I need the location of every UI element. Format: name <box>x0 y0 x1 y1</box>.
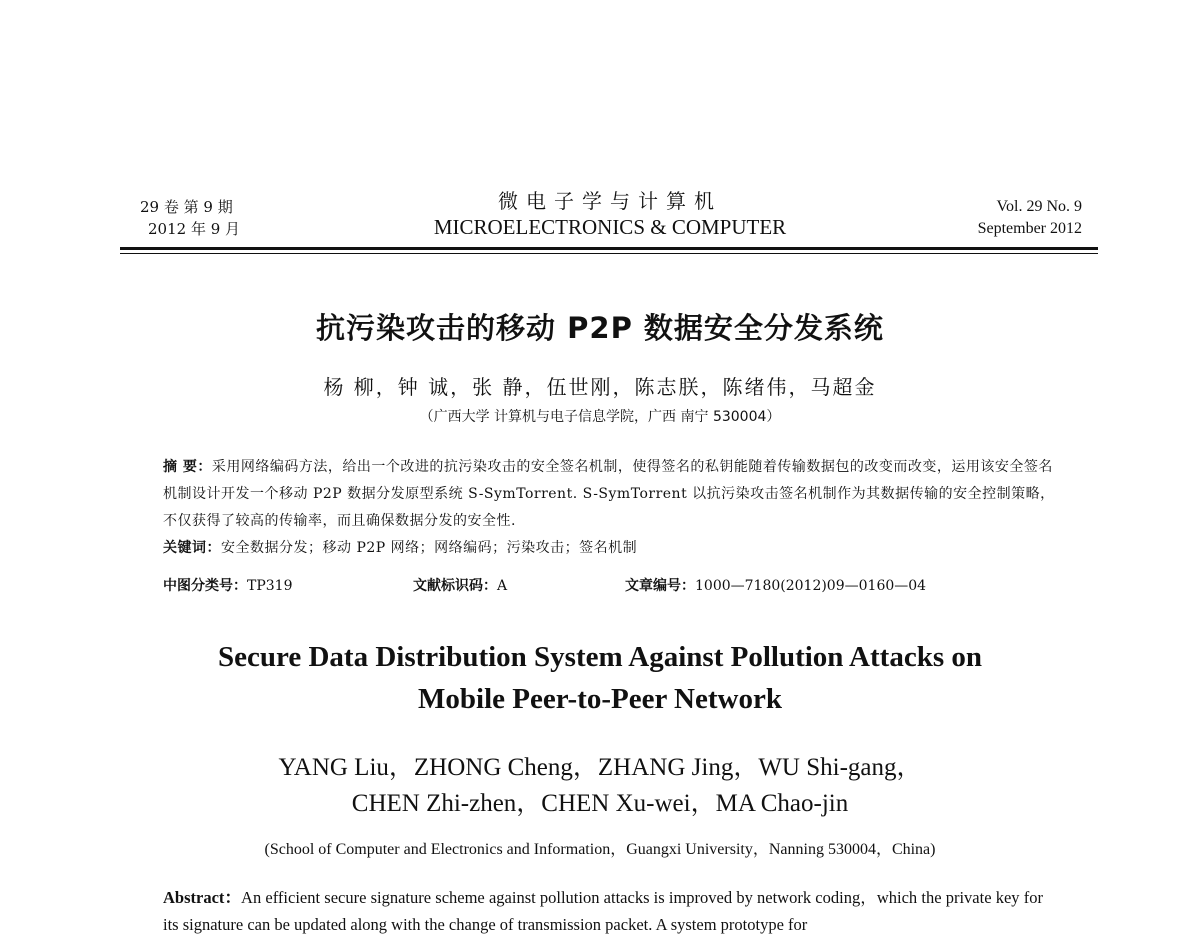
journal-name-cn: 微电子学与计算机 <box>498 189 722 213</box>
doc-code-label: 文献标识码： <box>413 578 497 594</box>
article-number-label: 文章编号： <box>625 578 695 594</box>
paper-title-en-line2: Mobile Peer-to-Peer Network <box>418 683 782 715</box>
doc-code-value: A <box>497 578 508 594</box>
abstract-en-label: Abstract： <box>163 888 242 907</box>
abstract-en <box>163 884 1043 938</box>
document-code <box>413 575 507 595</box>
abstract-en-text: An efficient secure signature scheme against pollution attacks is improved by network coding，which the private key for its signature can be updated along with the change of transmission packet. A system prototype for <box>163 888 1043 934</box>
abstract-cn-text: 采用网络编码方法，给出一个改进的抗污染攻击的安全签名机制，使得签名的私钥能随着传输数据包的改变而改变，运用该安全签名机制设计开发一个移动 P2P 数据分发原型系统 S-SymTorrent. S-SymTorrent 以抗污染攻击签名机制作为其数据传输的安全控制策略，不仅获得了较高的传输率，而且确保数据分发的安全性. <box>163 459 1055 529</box>
volume-info <box>978 196 1082 240</box>
volume-issue-cn: 29 卷 第 9 期 <box>140 198 233 216</box>
affiliation-en: (School of Computer and Electronics and Information，Guangxi University，Nanning 530004，China) <box>264 841 936 858</box>
journal-name <box>360 188 860 240</box>
header-rule-thin <box>120 253 1098 254</box>
keywords-cn-label: 关键词： <box>163 540 221 556</box>
journal-name-en: MICROELECTRONICS & COMPUTER <box>433 215 787 239</box>
paper-title-en-line1: Secure Data Distribution System Against Pollution Attacks on <box>218 641 982 673</box>
authors-en-line1: YANG Liu，ZHONG Cheng，ZHANG Jing，WU Shi-gang， <box>278 754 922 781</box>
affiliation-cn: （广西大学 计算机与电子信息学院，广西 南宁 530004） <box>419 409 781 425</box>
paper-title-cn: 抗污染攻击的移动 P2P 数据安全分发系统 <box>316 311 884 345</box>
date-cn: 2012 年 9 月 <box>148 220 241 238</box>
authors-en <box>0 750 1200 822</box>
date-en: September 2012 <box>977 220 1082 237</box>
abstract-cn <box>163 454 1063 562</box>
header-rule-thick <box>120 247 1098 250</box>
authors-cn: 杨 柳，钟 诚，张 静，伍世刚，陈志朕，陈绪伟，马超金 <box>323 375 877 399</box>
authors-en-line2: CHEN Zhi-zhen，CHEN Xu-wei，MA Chao-jin <box>351 790 849 817</box>
article-number-value: 1000—7180(2012)09—0160—04 <box>695 578 927 594</box>
clc-label: 中图分类号： <box>163 578 247 594</box>
abstract-cn-label: 摘 要： <box>163 459 212 475</box>
clc-number <box>163 575 292 595</box>
keywords-cn-text: 安全数据分发；移动 P2P 网络；网络编码；污染攻击；签名机制 <box>221 540 638 556</box>
clc-value: TP319 <box>247 578 293 594</box>
volume-number-en: Vol. 29 No. 9 <box>996 198 1082 215</box>
issue-info <box>140 196 240 240</box>
article-number <box>625 575 926 595</box>
paper-title-en <box>0 636 1200 720</box>
